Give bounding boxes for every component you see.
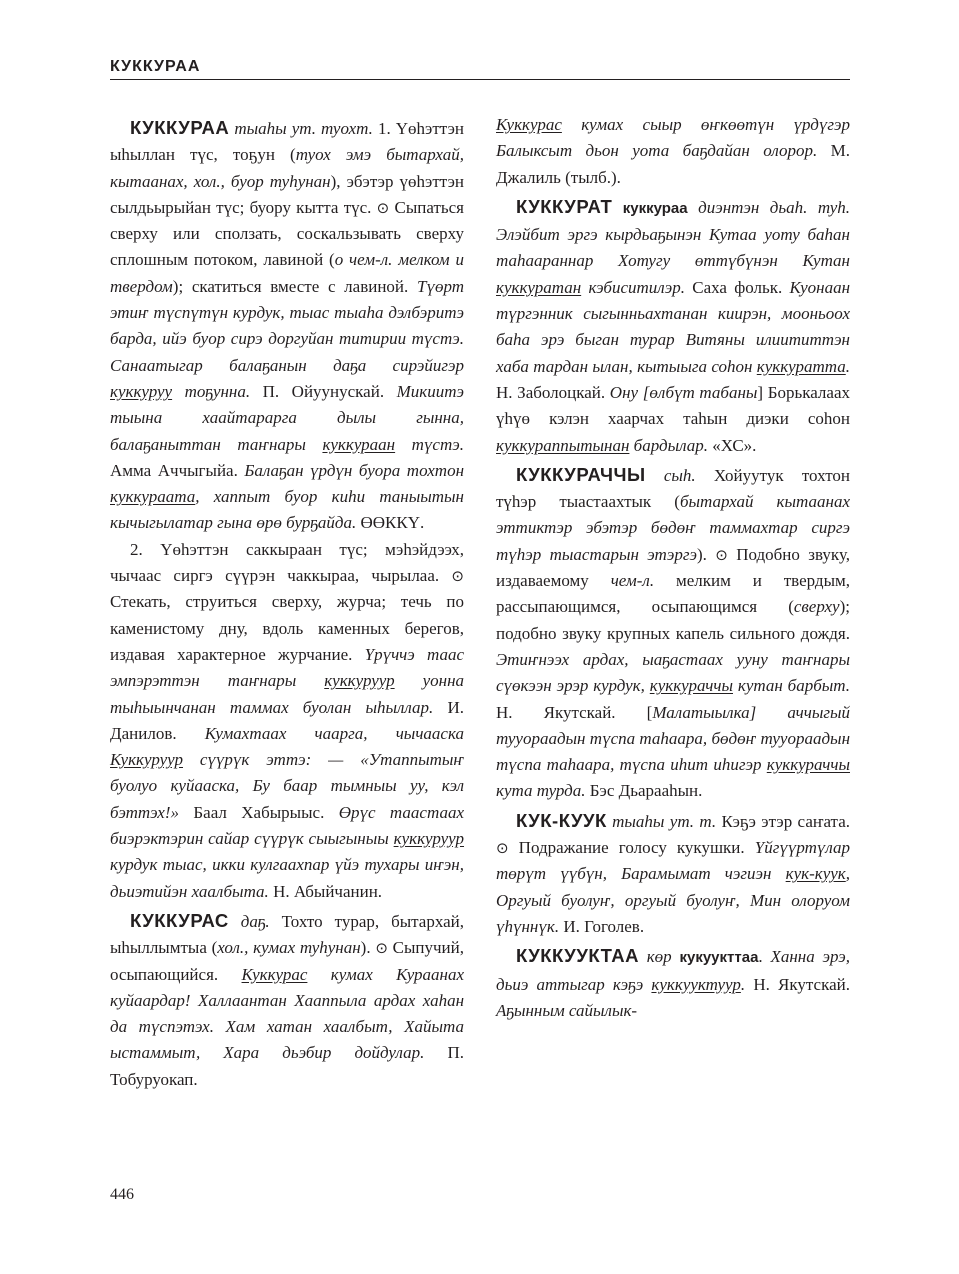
example-source: Н. Якутскай. <box>753 974 850 994</box>
sense-text: 2. Үөһэттэн саккыраан түс; мэһэйдээх, чычаас сиргэ сүүрэн чаккыраа, чырылаа. <box>110 539 464 586</box>
example-source: Саха фольк. <box>692 277 783 297</box>
example-keyword: куккуратта <box>756 356 846 376</box>
example: кумах Кураанах куйаардар! Халлаантан Хааппыла ардах хаһан да түспэтэх. Хам хатан хаалбыт, Хайыта ыстаммыт, Хара дьэбир дойдулар. <box>110 964 465 1063</box>
grammar-label: сыһ. <box>663 465 696 485</box>
entry-kukkurachchy <box>496 462 850 805</box>
header-rule <box>110 79 850 80</box>
example: кумах сыыр өҥкөөтүн үрдүгэр Балыксыт дьон уота баҕдайан олорор. <box>496 115 850 161</box>
entry-kukkuras-continued <box>496 112 850 191</box>
example: , хаппыт буор киһи таныытын кычыгылатар гына өрө бурҕайда. <box>110 487 464 533</box>
russian-translation: ); скатиться вместе с лавиной. <box>172 276 409 296</box>
example: кута турда. <box>496 781 586 801</box>
cross-reference: кукуукттаа <box>679 949 759 967</box>
cross-reference: куккураа <box>622 199 688 217</box>
example: Этиҥнээх ардах, ыаҕастаах ууну таҥнары сүөкээн эрэр курдук, <box>496 649 850 696</box>
example-source: И. Данилов. <box>110 697 465 743</box>
grammar-label: диэнтэн дьаһ. туһ. <box>698 197 851 217</box>
example-keyword: куккураата <box>110 487 196 507</box>
example: Микиитэ тыына хаайтарарга дылы гынна, балаҕаныттан таҥнары <box>110 381 464 454</box>
grammar-label: тыаһы ут. т. <box>612 811 717 831</box>
russian-gloss: сверху <box>793 597 840 617</box>
example: [ <box>646 702 653 722</box>
example-source: Амма Аччыгыйа. <box>110 460 238 480</box>
example-keyword: куккуруу <box>110 381 173 401</box>
example-keyword: куккураппытынан <box>496 435 630 455</box>
example-note: өлбүт табаны <box>649 382 758 402</box>
running-head: КУККУРАА <box>110 58 201 75</box>
sense-text: ). <box>360 938 371 958</box>
sense-2 <box>110 537 464 905</box>
russian-translation: Подобно звуку, издаваемому <box>496 544 851 591</box>
example: Элэйбит эргэ кырдьаҕынэн Кутаа уоту баһан таһаараннар Хотугу өттүбүнэн Кутан <box>496 225 850 271</box>
entry-kuk-kuuk <box>496 808 850 940</box>
russian-marker-icon: ⊙ <box>451 567 464 586</box>
example: Үрүччэ таас эмпэрэттэн таҥнары <box>110 644 465 691</box>
example: курдук тыас, икки кулгаахпар үйэ тухары иҥэн, дьиэтийэн хаалбыта. <box>110 855 464 901</box>
example-source: Н. Абыйчанин. <box>273 881 383 901</box>
headword: КУК-КУУК <box>516 809 607 831</box>
sense-text: Тохто турар, бытархай, ыһыллымтыа ( <box>110 911 465 958</box>
example: . <box>740 974 746 994</box>
example-source: Баал Хабырыыс. <box>193 802 325 822</box>
example: тоҕунна. <box>184 381 251 401</box>
sense-text: Хойуутук тохтон түһэр тыастаахтык ( <box>496 465 850 512</box>
example: Түөрт этиҥ түспүтүн курдук, тыас тыаһа дэлбэритэ барда, ийэ буор сирэ доргуйан титирии түстэ. Санаатыгар балаҕанын даҕа сирэйигэр <box>110 276 465 375</box>
example: Өрүс таастаах биэрэктэрин сайар сүүрүк сыыгыныы <box>110 802 464 849</box>
russian-translation: мелким и твердым, рассыпающимся, осыпающимся ( <box>496 571 851 617</box>
example: Куонаан түргэнник сыгынньахтанан киирэн, мооньоох баһа эрэ быган турар Витяны илиититтэн хаба тардан ылан, кытыыга соһон <box>496 277 851 376</box>
example: . <box>845 356 850 376</box>
example-source: Бэс Дьарааһын. <box>589 781 703 801</box>
example: ] Борькалаах үһүө кэлэн хаарчах таһын диэки соһон <box>496 382 850 429</box>
example-source: «ХС». <box>712 435 757 455</box>
example: Ону [ <box>609 382 650 402</box>
russian-gloss: о чем-л. мелком и твердом <box>110 250 464 296</box>
russian-gloss: чем-л. <box>610 571 655 591</box>
headword: КУККУРАС <box>130 909 229 931</box>
example-keyword: Куккуруур <box>110 750 183 770</box>
example: Ханна эрэ, дьиэ аттыгар кэҕэ <box>496 947 851 994</box>
example: бардылар. <box>633 435 708 455</box>
grammar-label: көр <box>646 947 672 967</box>
headword: КУККУРАА <box>130 117 230 138</box>
sense-text: Кэҕэ этэр саҥата. <box>721 811 850 831</box>
example-source: Н. Якутскай. <box>496 702 616 722</box>
example-source: П. Тобуруокап. <box>110 1043 465 1089</box>
example-keyword: Куккурас <box>496 115 562 134</box>
russian-marker-icon: ⊙ <box>376 198 390 217</box>
example-keyword: куккуратан <box>496 277 582 297</box>
right-column <box>496 112 850 1024</box>
example-keyword: куккураччы <box>649 676 733 696</box>
example: , Оргуый буолуҥ, оргуый буолуҥ, Мин олоруом үһүннүк. <box>496 864 850 936</box>
example-source: М. Джалиль (тылб.). <box>496 141 851 187</box>
headword: КУККУРАТ <box>516 195 613 217</box>
example: кэбиситилэр. <box>588 277 685 297</box>
entry-kukkuras <box>110 908 464 1093</box>
entry-kukkurat <box>496 194 850 459</box>
russian-marker-icon: ⊙ <box>715 545 728 564</box>
entry-kukkuraa <box>110 115 464 537</box>
example: сүүрүк эттэ: — «Утаппытыҥ буолуо куйааска, Бу баар тымныы уу, кэл бэттэх!» <box>110 750 464 822</box>
russian-translation: ); подобно звуку крупных капель сильного дождя. <box>496 597 850 643</box>
example-source: Н. Заболоцкай. <box>496 382 606 402</box>
example: Үйгүүртүлар төрүт үүбүн, Барамымат чэгиэн <box>496 838 851 884</box>
example-keyword: кук-куук <box>785 864 846 884</box>
example: ] аччыгый тууораадын түспа таһаара, бөдөҥ тууораадын түспа таһаара, түспа иһит иһигэр <box>496 702 850 775</box>
headword: КУККУРАЧЧЫ <box>516 463 646 485</box>
example: Балаҕан үрдүн буора тохтон <box>244 460 465 480</box>
left-column <box>110 112 464 1093</box>
example-keyword: куккураан <box>322 434 396 454</box>
example-keyword: Куккурас <box>241 964 308 984</box>
page-number: 446 <box>110 1186 134 1203</box>
example-keyword: куккуруур <box>324 671 395 691</box>
example-source: П. Ойуунускай. <box>262 381 385 401</box>
example: түстэ. <box>411 434 464 454</box>
russian-translation: Сыпаться сверху или сползать, соскальзывать сверху сплошным потоком, лавиной ( <box>110 197 464 270</box>
example: Аҕынным сайылык- <box>496 1000 638 1020</box>
example-source: И. Гоголев. <box>563 916 645 936</box>
russian-translation: Подражание голосу кукушки. <box>518 838 745 858</box>
sense-text: 1. Үөһэттэн ыһыллан түс, тоҕун ( <box>110 119 465 165</box>
example-keyword: куккуруур <box>393 829 465 849</box>
sense-text: ). <box>696 544 707 564</box>
russian-translation: Сыпучий, осыпающийся. <box>110 938 464 984</box>
entry-kukkuuktaa: КУККУУКТАА көр кукуукттаа. Ханна эрэ, дьиэ аттыгар кэҕэ куккууктуур. Н. Якутскай. Аҕынным сайылык- <box>496 945 851 1020</box>
sense-text: ), эбэтэр үөһэттэн сылдьырыйан түс; буору кытта түс. <box>110 171 464 217</box>
example: уонна тыһыынчанан таммах буолан ыһыллар. <box>110 671 465 717</box>
sense-gloss: хол., кумах туһунан <box>217 938 361 958</box>
example: Кумахтаах чаарга, чычааска <box>204 723 465 743</box>
example-source: ӨӨККҮ. <box>360 513 425 533</box>
headword: КУККУУКТАА <box>516 945 639 967</box>
sense-gloss: туох эмэ бытархай, кытаанах, хол., буор туһунан <box>110 145 465 191</box>
russian-translation: Стекать, струиться сверху, журча; течь по каменистому дну, вдоль каменных берегов, издавая характерное журчание. <box>110 592 464 664</box>
grammar-label: тыаһы ут. туохт. <box>234 119 373 138</box>
example-note: Малатыылка <box>652 702 750 722</box>
grammar-label: даҕ. <box>240 911 270 931</box>
russian-marker-icon: ⊙ <box>496 839 509 858</box>
example: кутан барбыт. <box>737 676 851 696</box>
example-keyword: куккураччы <box>766 755 850 775</box>
example-keyword: куккууктуур <box>651 974 741 994</box>
sense-gloss: бытархай кытаанах эттиктэр эбэтэр бөдөҥ таммахтар сиргэ түһэр тыастарын этэргэ <box>496 492 850 564</box>
russian-marker-icon: ⊙ <box>375 939 388 958</box>
